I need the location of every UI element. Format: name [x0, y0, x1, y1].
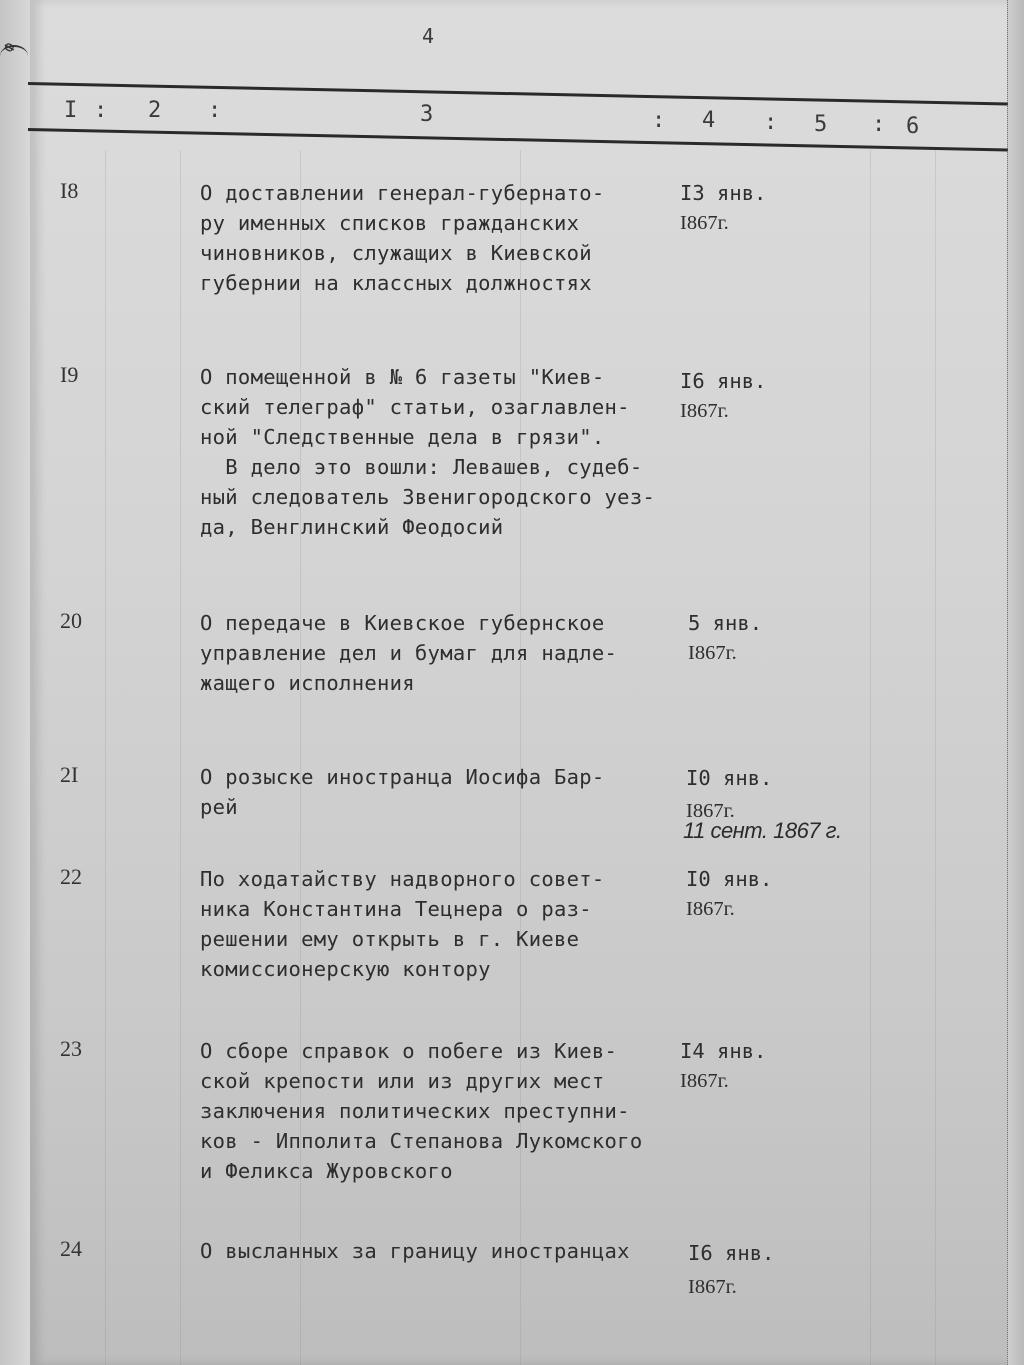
entry-number: I8 [60, 178, 79, 203]
handwritten-end-date: 11 сент. 1867 г. [683, 818, 842, 843]
entry-number: I9 [60, 362, 79, 387]
column-header-4: 4 [702, 108, 716, 133]
description-line: ный следователь Звенигородского уез- [200, 485, 656, 509]
grid-line [180, 150, 181, 1365]
date-year: I867г. [680, 1070, 729, 1092]
description-line: О розыске иностранца Иосифа Бар- [200, 765, 605, 789]
entry-description [200, 178, 680, 298]
entry-number: 2I [60, 762, 79, 787]
date-year: I867г. [688, 642, 737, 664]
entry-description [200, 1236, 680, 1266]
entry-start-date [686, 864, 772, 924]
entry-number: 20 [60, 608, 82, 633]
entry-start-date [680, 366, 766, 426]
column-header-5: 5 [814, 112, 828, 137]
date-day-month: 5 янв. [688, 611, 763, 635]
entry-number: 24 [60, 1236, 82, 1261]
description-line: В дело это вошли: Левашев, судеб- [200, 455, 643, 479]
description-line: и Феликса Журовского [200, 1159, 453, 1183]
column-separator: : [872, 112, 886, 137]
column-separator: : [764, 110, 778, 135]
description-line: да, Венглинский Феодосий [200, 515, 504, 539]
description-line: управление дел и бумаг для надле- [200, 641, 618, 665]
entry-number: 23 [60, 1036, 82, 1061]
entry-description [200, 1036, 680, 1186]
description-line: О помещенной в № 6 газеты "Киев- [200, 365, 605, 389]
entry-start-date [680, 1036, 766, 1096]
entry-description [200, 608, 680, 698]
description-line: О передаче в Киевское губернское [200, 611, 605, 635]
entry-number: 22 [60, 864, 82, 889]
binding-strip [0, 0, 32, 1365]
description-line: ской крепости или из других мест [200, 1069, 605, 1093]
grid-line [935, 150, 936, 1365]
entry-description [200, 762, 680, 822]
column-header-2: 2 [148, 98, 162, 123]
description-line: По ходатайству надворного совет- [200, 867, 605, 891]
column-header-3: 3 [420, 102, 434, 127]
column-separator: : [94, 98, 108, 123]
page-number: 4 [422, 24, 435, 48]
date-year: I867г. [680, 400, 729, 422]
description-line: ский телеграф" статьи, озаглавлен- [200, 395, 630, 419]
date-day-month: I6 янв. [680, 369, 767, 393]
date-day-month: I3 янв. [680, 181, 767, 205]
description-line: рей [200, 795, 238, 819]
entry-start-date [688, 608, 762, 668]
left-margin-mark: Ф [1, 40, 20, 56]
entry-start-date [688, 1236, 774, 1304]
date-day-month: I4 янв. [680, 1039, 767, 1063]
entry-description [200, 362, 680, 542]
date-year: I867г. [686, 898, 735, 920]
date-year: I867г. [688, 1276, 737, 1298]
description-line: жащего исполнения [200, 671, 415, 695]
grid-line [870, 150, 871, 1365]
description-line: комиссионерскую контору [200, 957, 491, 981]
grid-line [105, 150, 106, 1365]
entry-description [200, 864, 680, 984]
description-line: О сборе справок о побеге из Киев- [200, 1039, 618, 1063]
description-line: ника Константина Тецнера о раз- [200, 897, 592, 921]
date-year: I867г. [686, 800, 735, 822]
description-line: О высланных за границу иностранцах [200, 1239, 630, 1263]
description-line: ков - Ипполита Степанова Лукомского [200, 1129, 643, 1153]
column-separator: : [652, 108, 666, 133]
description-line: ной "Следственные дела в грязи". [200, 425, 605, 449]
column-separator: : [208, 98, 222, 123]
right-page-edge [1007, 0, 1024, 1365]
column-header-row [0, 98, 1024, 139]
date-day-month: I6 янв. [688, 1241, 775, 1265]
description-line: О доставлении генерал-губернато- [200, 181, 605, 205]
date-day-month: I0 янв. [686, 867, 773, 891]
entry-start-date [680, 178, 766, 238]
date-year: I867г. [680, 212, 729, 234]
column-header-6: 6 [906, 114, 920, 139]
column-header-1: I [64, 98, 78, 123]
description-line: решении ему открыть в г. Киеве [200, 927, 580, 951]
description-line: заключения политических преступни- [200, 1099, 630, 1123]
description-line: губернии на классных должностях [200, 271, 592, 295]
description-line: чиновников, служащих в Киевской [200, 241, 592, 265]
date-day-month: I0 янв. [686, 766, 773, 790]
description-line: ру именных списков гражданских [200, 211, 580, 235]
